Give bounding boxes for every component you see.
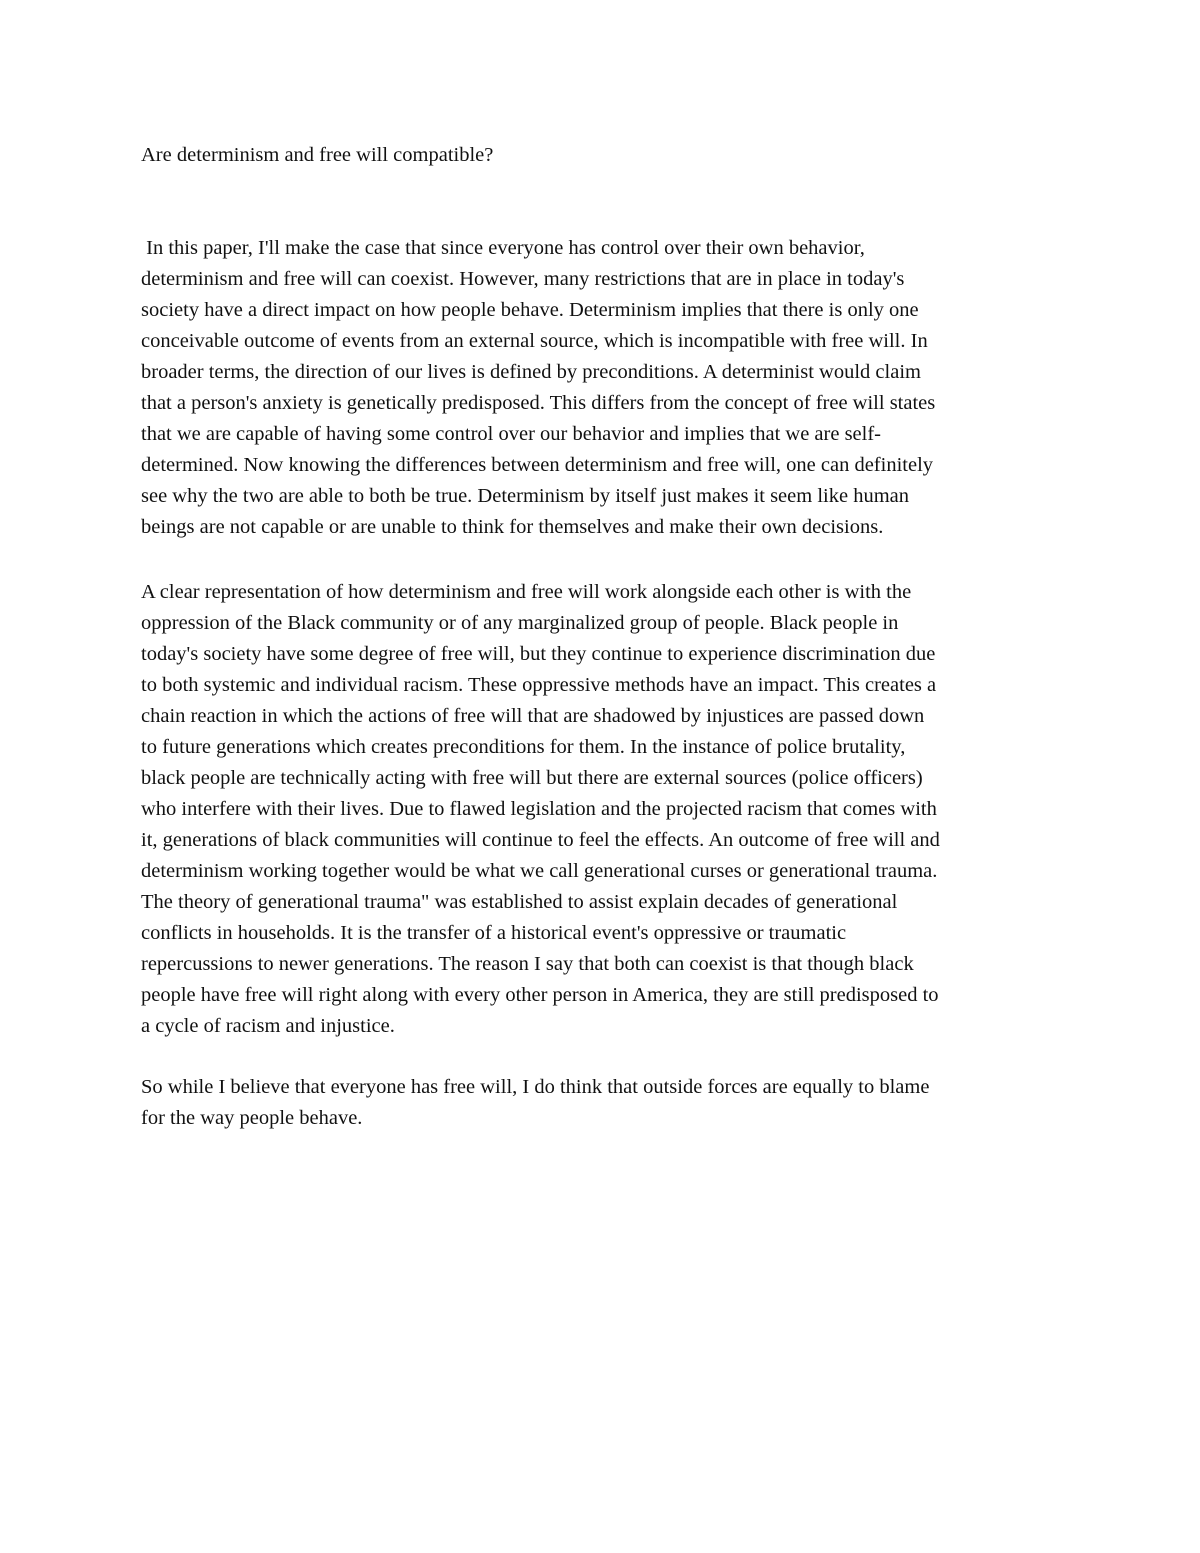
paragraph-line: today's society have some degree of free will, but they continue to experience discrimination due bbox=[141, 643, 936, 665]
paragraph-line: determinism and free will can coexist. However, many restrictions that are in place in today's bbox=[141, 268, 905, 290]
paragraph-line: oppression of the Black community or of any marginalized group of people. Black people in bbox=[141, 612, 899, 634]
paragraph-line: In this paper, I'll make the case that since everyone has control over their own behavior, bbox=[141, 237, 865, 259]
paragraph-line: for the way people behave. bbox=[141, 1107, 363, 1129]
paragraph-line: a cycle of racism and injustice. bbox=[141, 1015, 395, 1037]
paragraph-line: conceivable outcome of events from an external source, which is incompatible with free will. In bbox=[141, 330, 928, 352]
paragraph-line: who interfere with their lives. Due to flawed legislation and the projected racism that comes with bbox=[141, 798, 937, 820]
paragraph-line: people have free will right along with every other person in America, they are still predisposed to bbox=[141, 984, 939, 1006]
title-line: Are determinism and free will compatible? bbox=[141, 144, 494, 166]
paragraph-line: broader terms, the direction of our lives is defined by preconditions. A determinist would claim bbox=[141, 361, 921, 383]
paragraph-line: it, generations of black communities will continue to feel the effects. An outcome of free will and bbox=[141, 829, 940, 851]
document-title bbox=[141, 140, 1066, 171]
paragraph-line: that we are capable of having some control over our behavior and implies that we are self- bbox=[141, 423, 881, 445]
paragraph-line: So while I believe that everyone has free will, I do think that outside forces are equally to blame bbox=[141, 1076, 930, 1098]
paragraph-1 bbox=[141, 233, 1066, 543]
paragraph-line: see why the two are able to both be true. Determinism by itself just makes it seem like human bbox=[141, 485, 909, 507]
paragraph-line: society have a direct impact on how people behave. Determinism implies that there is only one bbox=[141, 299, 919, 321]
paragraph-line: A clear representation of how determinism and free will work alongside each other is with the bbox=[141, 581, 912, 603]
paragraph-line: conflicts in households. It is the transfer of a historical event's oppressive or traumatic bbox=[141, 922, 847, 944]
paragraph-line: chain reaction in which the actions of free will that are shadowed by injustices are passed down bbox=[141, 705, 925, 727]
paragraph-2 bbox=[141, 577, 1066, 1042]
paragraph-line: determinism working together would be what we call generational curses or generational trauma. bbox=[141, 860, 938, 882]
paragraph-line: repercussions to newer generations. The reason I say that both can coexist is that though black bbox=[141, 953, 914, 975]
paragraph-line: to future generations which creates preconditions for them. In the instance of police brutality, bbox=[141, 736, 906, 758]
paragraph-line: beings are not capable or are unable to think for themselves and make their own decisions. bbox=[141, 516, 884, 538]
paragraph-line: The theory of generational trauma" was established to assist explain decades of generational bbox=[141, 891, 898, 913]
paragraph-line: black people are technically acting with free will but there are external sources (police officers) bbox=[141, 767, 923, 789]
paragraph-line: to both systemic and individual racism. These oppressive methods have an impact. This creates a bbox=[141, 674, 937, 696]
paragraph-3 bbox=[141, 1072, 1066, 1134]
paragraph-line: determined. Now knowing the differences between determinism and free will, one can definitely bbox=[141, 454, 934, 476]
paragraph-line: that a person's anxiety is genetically predisposed. This differs from the concept of free will states bbox=[141, 392, 936, 414]
